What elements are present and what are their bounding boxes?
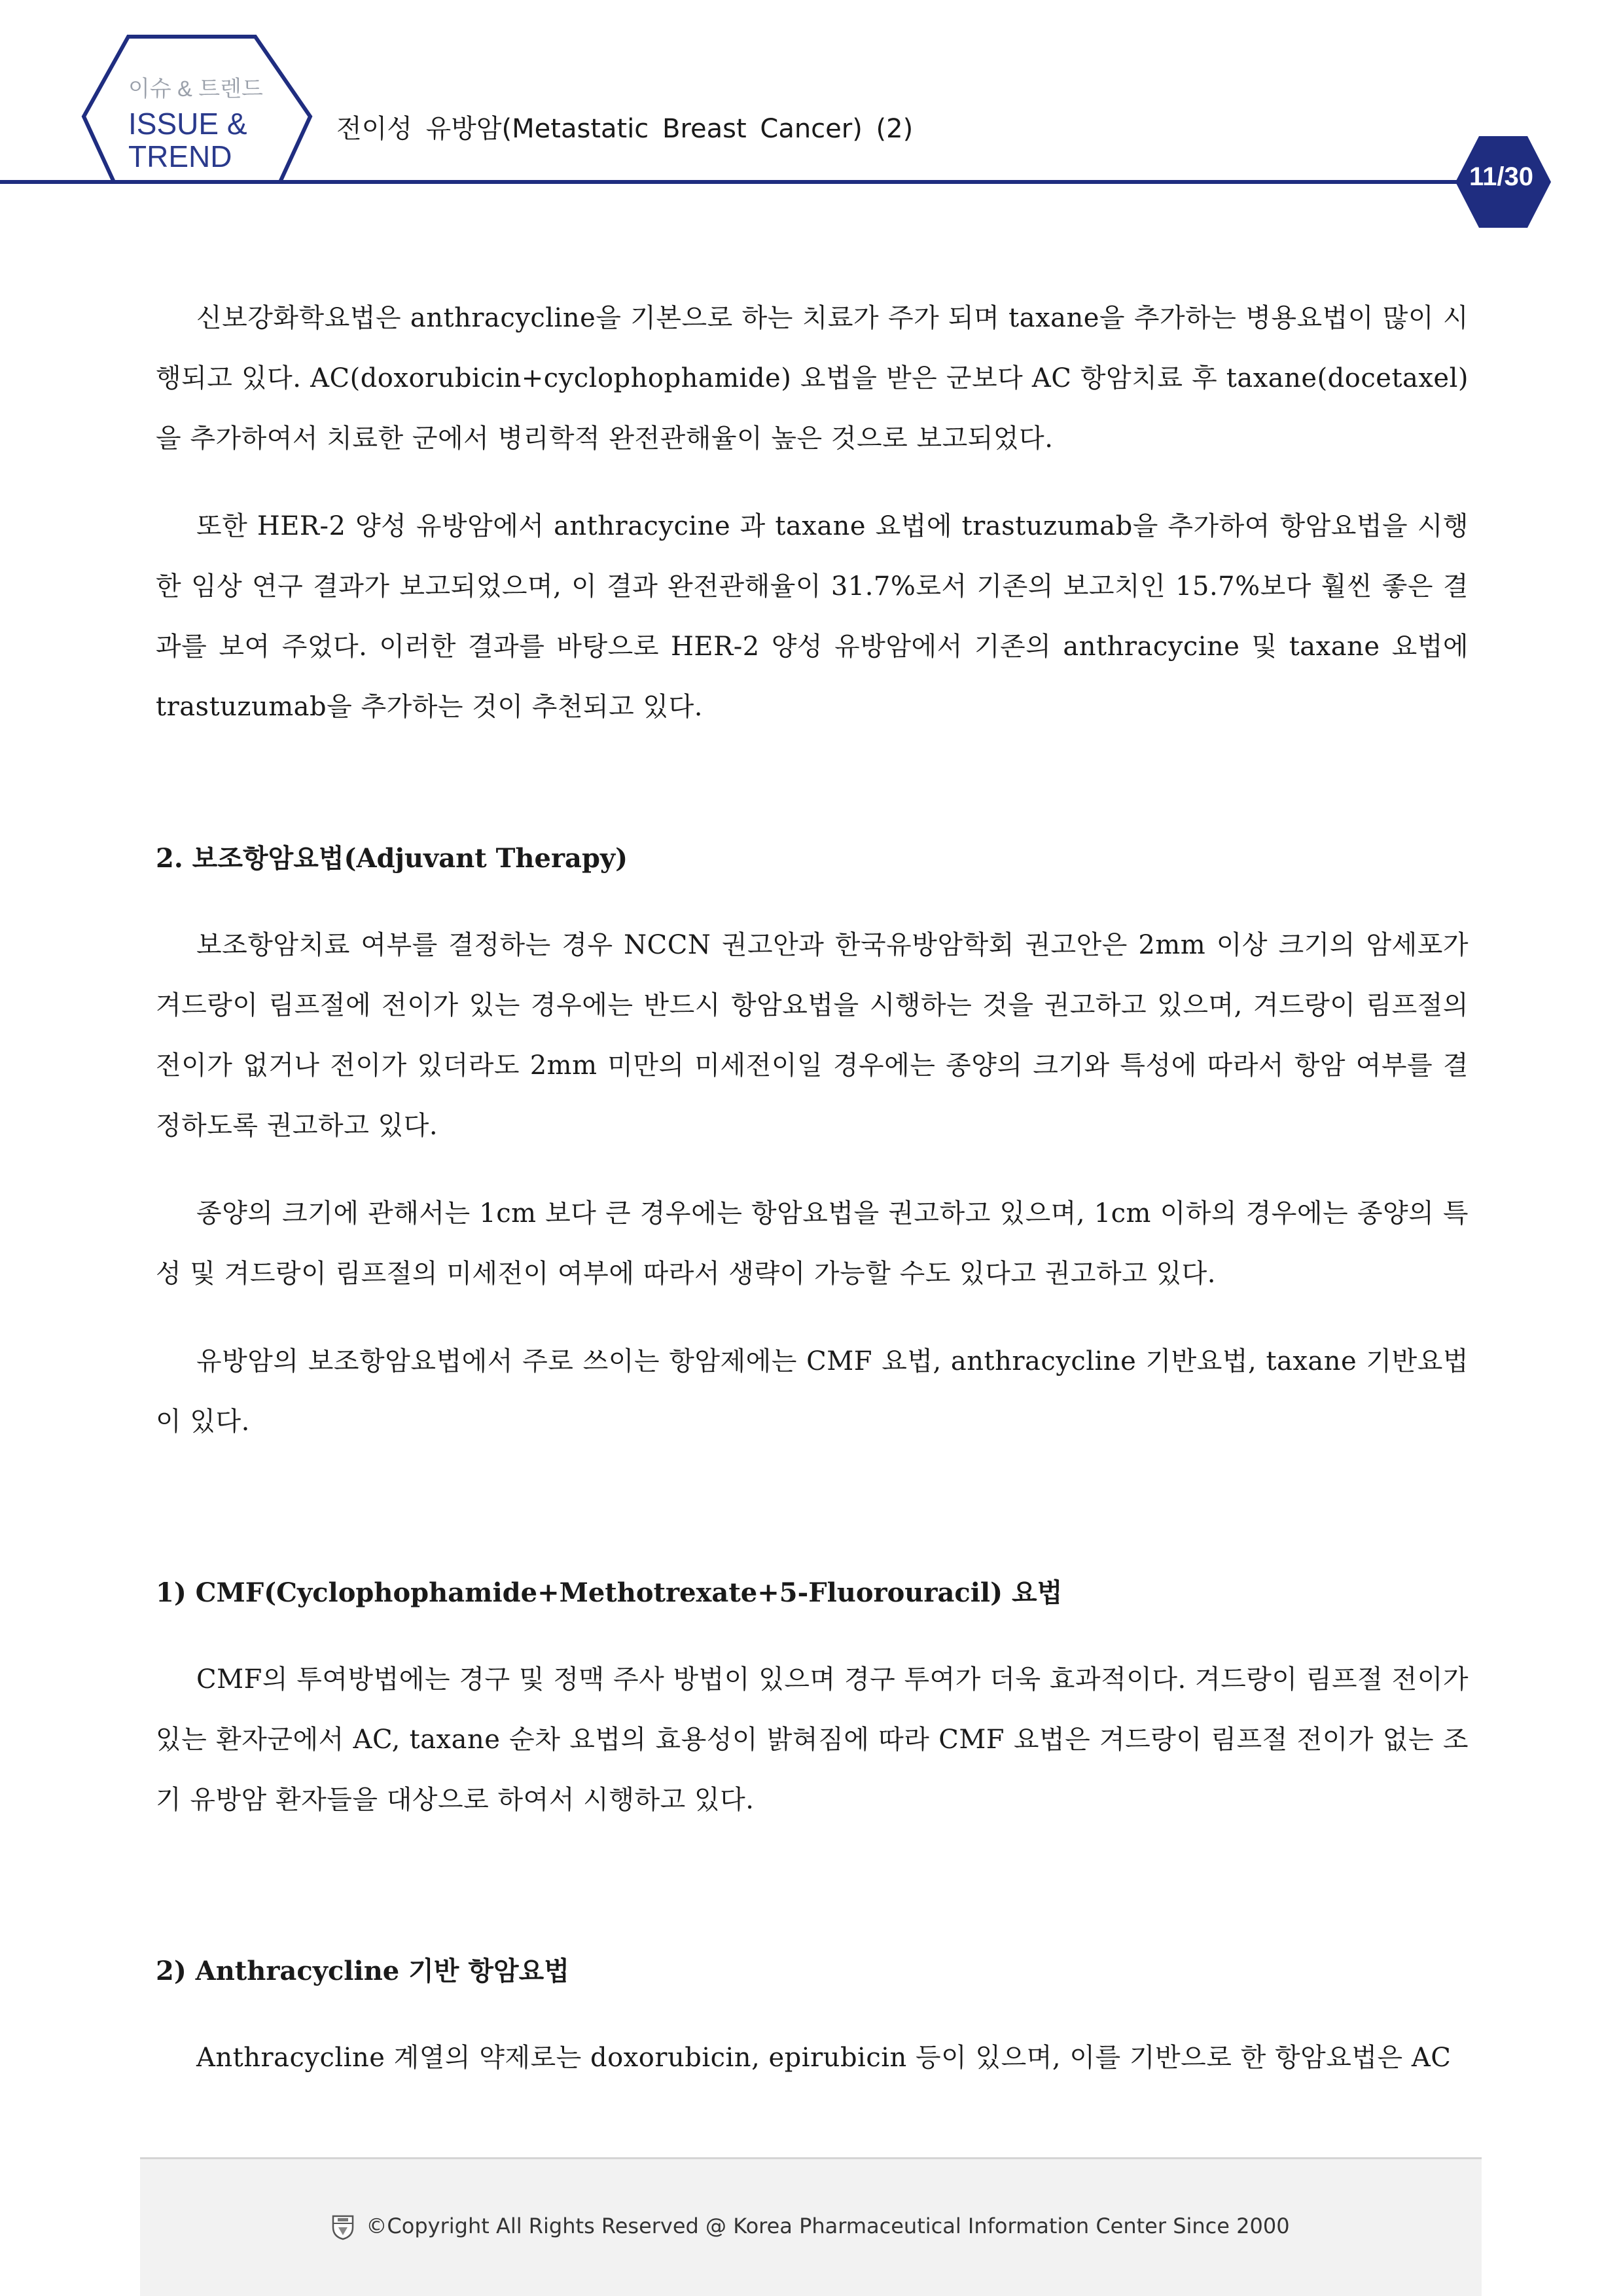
paragraph-cmf: CMF의 투여방법에는 경구 및 정맥 주사 방법이 있으며 경구 투여가 더욱 효과적이다. 겨드랑이 림프절 전이가 있는 환자군에서 AC, taxane 순차 요법의 효용성이 밝혀짐에 따라 CMF 요법은 겨드랑이 림프절 전이가 없는 조기 유방암 환자들을 대상으로 하여서 시행하고 있다. — [156, 1664, 1469, 1815]
document-title: 전이성 유방암(Metastatic Breast Cancer) (2) — [336, 114, 914, 144]
paragraph-her2: 또한 HER-2 양성 유방암에서 anthracycine 과 taxane 요법에 trastuzumab을 추가하여 항암요법을 시행한 임상 연구 결과가 보고되었으며, 이 결과 완전관해율이 31.7%로서 기존의 보고치인 15.7%보다 훨씬 좋은 결과를 보여 주었다. 이러한 결과를 바탕으로 HER-2 양성 유방암에서 기존의 anthracycine 및 taxane 요법에 trastuzumab을 추가하는 것이 추천되고 있다. — [156, 511, 1469, 722]
subsection-heading-anthracycline: 2) Anthracycline 기반 항암요법 — [156, 1956, 569, 1986]
footer-copyright-line — [140, 2214, 1482, 2240]
section-heading-adjuvant: 2. 보조항암요법(Adjuvant Therapy) — [156, 843, 628, 874]
page-footer — [140, 2157, 1482, 2296]
page-number: 11/30 — [1469, 162, 1533, 191]
paragraph-regimens: 유방암의 보조항암요법에서 주로 쓰이는 항암제에는 CMF 요법, anthracycline 기반요법, taxane 기반요법이 있다. — [156, 1346, 1469, 1437]
paragraph-neoadjuvant: 신보강화학요법은 anthracycline을 기본으로 하는 치료가 주가 되며 taxane을 추가하는 병용요법이 많이 시행되고 있다. AC(doxorubicin+cyclophophamide) 요법을 받은 군보다 AC 항암치료 후 taxane(docetaxel)을 추가하여서 치료한 군에서 병리학적 완전관해율이 높은 것으로 보고되었다. — [156, 303, 1469, 454]
badge-label-issue: ISSUE & — [128, 107, 247, 141]
badge-label-korean: 이슈 & 트렌드 — [128, 77, 263, 101]
paragraph-anthracycline: Anthracycline 계열의 약제로는 doxorubicin, epirubicin 등이 있으며, 이를 기반으로 한 항암요법은 AC — [196, 2043, 1452, 2073]
page-header — [0, 0, 1623, 236]
badge-label-trend: TREND — [128, 139, 232, 173]
footer-divider — [140, 2157, 1482, 2159]
shield-logo-icon — [332, 2214, 354, 2240]
paragraph-adjuvant-guideline: 보조항암치료 여부를 결정하는 경우 NCCN 권고안과 한국유방암학회 권고안은 2mm 이상 크기의 암세포가 겨드랑이 림프절에 전이가 있는 경우에는 반드시 항암요법을 시행하는 것을 권고하고 있으며, 겨드랑이 림프절의 전이가 없거나 전이가 있더라도 2mm 미만의 미세전이일 경우에는 종양의 크기와 특성에 따라서 항암 여부를 결정하도록 권고하고 있다. — [156, 930, 1469, 1141]
article-body — [156, 288, 1469, 2115]
paragraph-tumor-size: 종양의 크기에 관해서는 1cm 보다 큰 경우에는 항암요법을 권고하고 있으며, 1cm 이하의 경우에는 종양의 특성 및 겨드랑이 림프절의 미세전이 여부에 따라서 생략이 가능할 수도 있다고 권고하고 있다. — [156, 1198, 1469, 1289]
subsection-heading-cmf: 1) CMF(Cyclophophamide+Methotrexate+5-Fluorouracil) 요법 — [156, 1577, 1063, 1608]
footer-copyright: ©Copyright All Rights Reserved @ Korea Pharmaceutical Information Center Since 2000 — [366, 2214, 1290, 2238]
